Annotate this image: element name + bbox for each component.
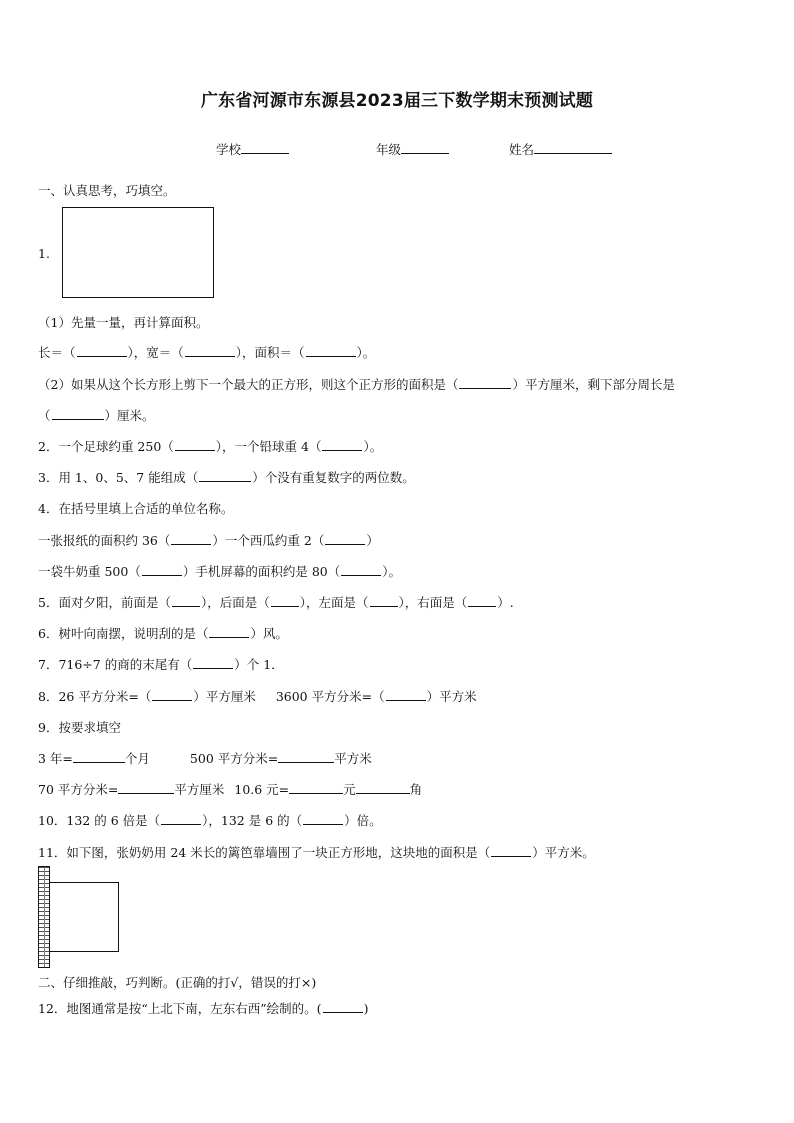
school-label: 学校	[216, 142, 242, 157]
answer-blank	[491, 844, 531, 857]
text: 70 平方分米=	[38, 782, 119, 797]
question-5	[38, 593, 514, 611]
answer-blank	[171, 532, 211, 545]
question-4-line-2	[38, 562, 401, 580]
text: 500 平方分米=	[189, 751, 279, 766]
name-label: 姓名	[509, 142, 535, 157]
answer-blank	[142, 563, 182, 576]
text: 平方米	[334, 751, 372, 766]
text: 个月	[124, 751, 150, 766]
question-12	[38, 999, 368, 1017]
text: 2．一个足球约重 250（	[38, 439, 174, 454]
text: 5．面对夕阳，前面是（	[38, 595, 171, 610]
answer-blank	[325, 532, 365, 545]
text: ）平方米	[426, 689, 477, 704]
text: 7．716÷7 的商的末尾有（	[38, 657, 193, 672]
text: ）	[366, 533, 379, 548]
section-2-heading: 二、仔细推敲，巧判断。(正确的打√，错误的打×)	[38, 975, 317, 990]
page-title: 广东省河源市东源县2023届三下数学期末预测试题	[200, 91, 594, 111]
text: 元	[343, 782, 356, 797]
answer-blank	[459, 376, 511, 389]
name-blank	[534, 140, 612, 154]
text: 平方厘米	[174, 782, 225, 797]
answer-blank	[322, 438, 362, 451]
answer-blank	[185, 344, 235, 357]
question-9-heading: 9．按要求填空	[38, 720, 121, 735]
answer-blank	[303, 812, 343, 825]
rectangle-figure	[62, 207, 214, 298]
square-field-figure	[50, 882, 119, 952]
question-8	[38, 687, 477, 705]
grade-blank	[401, 140, 449, 154]
school-blank	[241, 140, 289, 154]
text: ）风。	[250, 626, 288, 641]
text: 3 年=	[38, 751, 73, 766]
text: 10．132 的 6 倍是（	[38, 813, 161, 828]
answer-blank	[278, 749, 334, 763]
text: 一张报纸的面积约 36（	[38, 533, 171, 548]
answer-blank	[341, 563, 381, 576]
text: ），132 是 6 的（	[202, 813, 303, 828]
text: 8．26 平方分米=（	[38, 689, 152, 704]
text: 10.6 元=	[234, 782, 290, 797]
answer-blank	[152, 688, 192, 701]
question-6	[38, 624, 288, 642]
text: ）一个西瓜约重 2（	[212, 533, 325, 548]
text: ）个没有重复数字的两位数。	[252, 470, 415, 485]
text: ）平方厘米	[193, 689, 256, 704]
question-9-line-1	[38, 749, 372, 767]
school-field	[216, 140, 289, 158]
answer-blank	[323, 1000, 363, 1013]
question-3	[38, 468, 415, 486]
text: 一袋牛奶重 500（	[38, 564, 141, 579]
answer-blank	[468, 594, 496, 607]
answer-blank	[306, 344, 356, 357]
question-10	[38, 811, 382, 829]
text: 3600 平方分米=（	[275, 689, 385, 704]
grade-label: 年级	[376, 142, 402, 157]
q1-part2-cont	[38, 406, 155, 424]
text: ）手机屏幕的面积约是 80（	[182, 564, 341, 579]
name-field	[509, 140, 612, 158]
q1-part1-answers	[38, 343, 375, 361]
text: 角	[409, 782, 423, 797]
text: ），右面是（	[398, 595, 468, 610]
text: （2）如果从这个长方形上剪下一个最大的正方形，则这个正方形的面积是（	[38, 377, 459, 392]
text: ）平方米。	[532, 845, 595, 860]
grade-field	[376, 140, 449, 158]
answer-blank	[52, 407, 104, 420]
answer-blank	[370, 594, 398, 607]
answer-blank	[289, 780, 343, 794]
text: ）个 1．	[234, 657, 284, 672]
q1-part2	[38, 375, 675, 393]
text: （	[38, 408, 51, 423]
text: 长＝（	[38, 345, 76, 360]
q1-number: 1.	[38, 246, 50, 261]
text: )	[363, 1001, 369, 1016]
wall-figure	[38, 866, 50, 968]
question-9-line-2	[38, 780, 422, 798]
text: 3．用 1、0、5、7 能组成（	[38, 470, 199, 485]
answer-blank	[271, 594, 299, 607]
text: ），宽＝（	[127, 345, 184, 360]
answer-blank	[77, 344, 127, 357]
answer-blank	[209, 625, 249, 638]
text: ）.	[497, 595, 514, 610]
answer-blank	[193, 656, 233, 669]
question-7	[38, 655, 284, 673]
text: ），后面是（	[200, 595, 270, 610]
answer-blank	[161, 812, 201, 825]
text: ）。	[382, 564, 401, 579]
question-2	[38, 437, 382, 455]
answer-blank	[356, 780, 410, 794]
text: ），面积＝（	[235, 345, 305, 360]
text: ），左面是（	[299, 595, 369, 610]
text: ）。	[363, 439, 383, 454]
question-4-heading: 4．在括号里填上合适的单位名称。	[38, 501, 234, 516]
section-1-heading: 一、认真思考，巧填空。	[38, 183, 176, 198]
text: 12．地图通常是按“上北下南，左东右西”绘制的。(	[38, 1001, 322, 1016]
text: ），一个铅球重 4（	[215, 439, 322, 454]
question-11	[38, 843, 595, 861]
answer-blank	[73, 749, 125, 763]
answer-blank	[386, 688, 426, 701]
answer-blank	[118, 780, 174, 794]
text: 11．如下图，张奶奶用 24 米长的篱笆靠墙围了一块正方形地，这块地的面积是（	[38, 845, 491, 860]
answer-blank	[172, 594, 200, 607]
question-4-line-1	[38, 531, 379, 549]
answer-blank	[199, 469, 251, 482]
q1-part1: （1）先量一量，再计算面积。	[38, 315, 209, 330]
answer-blank	[175, 438, 215, 451]
text: 6．树叶向南摆，说明刮的是（	[38, 626, 209, 641]
text: ）倍。	[344, 813, 382, 828]
text: ）。	[356, 345, 376, 360]
text: ）平方厘米，剩下部分周长是	[512, 377, 675, 392]
text: ）厘米。	[104, 408, 155, 423]
